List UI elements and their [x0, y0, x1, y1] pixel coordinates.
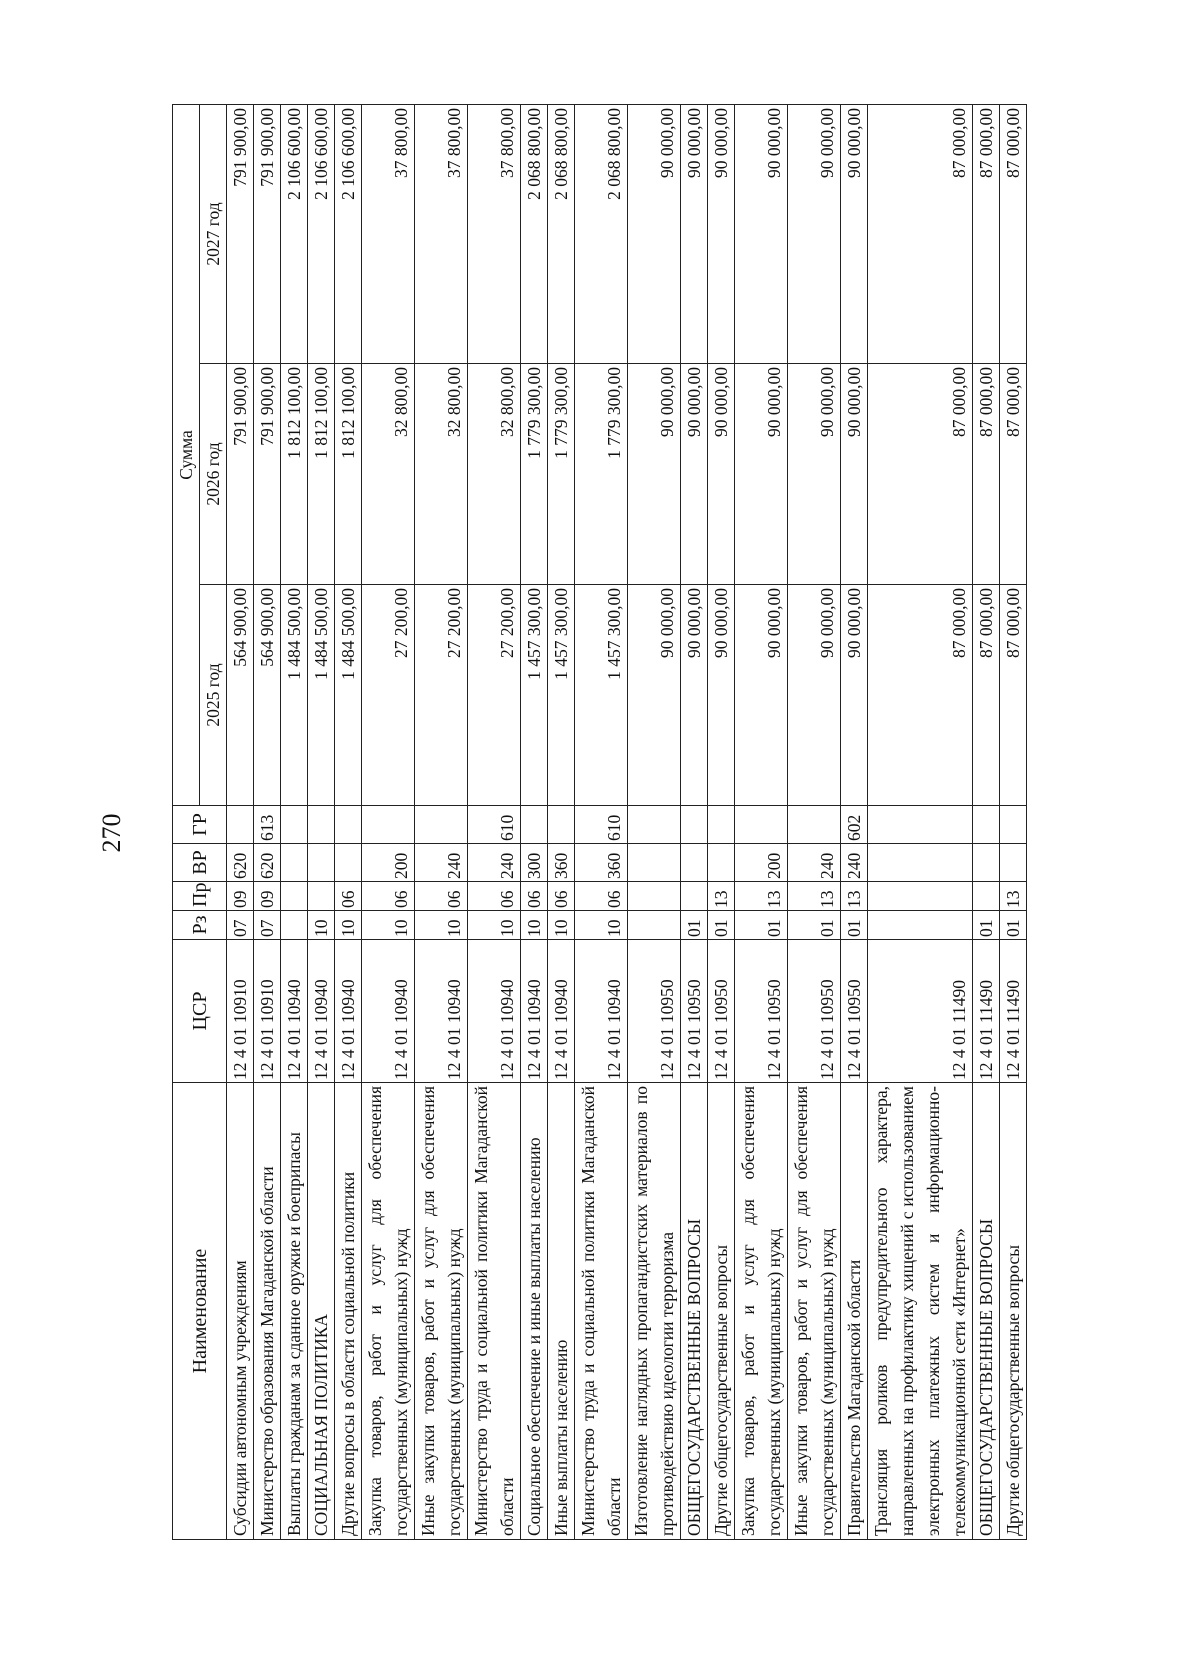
- row-gr: [708, 806, 735, 844]
- row-pr: [868, 882, 973, 911]
- row-csr: 12 4 01 10940: [281, 940, 308, 1083]
- row-2026: 1 812 100,00: [281, 364, 308, 585]
- row-csr: 12 4 01 10950: [681, 940, 708, 1083]
- row-2025: 564 900,00: [254, 585, 281, 806]
- row-rz: 07: [254, 911, 281, 940]
- row-pr: 06: [415, 882, 468, 911]
- row-name: Другие общегосударственные вопросы: [708, 1083, 735, 1540]
- row-name: Другие общегосударственные вопросы: [1000, 1083, 1027, 1540]
- row-2027: 90 000,00: [841, 104, 868, 363]
- row-pr: 13: [735, 882, 788, 911]
- row-name: ОБЩЕГОСУДАРСТВЕННЫЕ ВОПРОСЫ: [681, 1083, 708, 1540]
- row-csr: 12 4 01 10950: [735, 940, 788, 1083]
- row-2027: 87 000,00: [868, 104, 973, 363]
- row-csr: 12 4 01 10940: [468, 940, 521, 1083]
- row-2027: 90 000,00: [628, 104, 681, 363]
- row-pr: 06: [575, 882, 628, 911]
- row-2025: 1 457 300,00: [521, 585, 548, 806]
- row-name: Иные закупки товаров, работ и услуг для обеспечения государственных (муниципальных) нужд: [788, 1083, 841, 1540]
- row-vr: 200: [735, 844, 788, 882]
- row-2026: 32 800,00: [468, 364, 521, 585]
- row-pr: 13: [1000, 882, 1027, 911]
- row-2027: 37 800,00: [415, 104, 468, 363]
- table-row: [1000, 104, 1027, 1539]
- row-2027: 2 106 600,00: [335, 104, 362, 363]
- row-gr: [735, 806, 788, 844]
- row-vr: [681, 844, 708, 882]
- row-vr: 240: [468, 844, 521, 882]
- table-row: [254, 104, 281, 1539]
- row-pr: 06: [548, 882, 575, 911]
- table-row: [681, 104, 708, 1539]
- header-sum: Сумма: [173, 104, 200, 805]
- row-pr: 06: [468, 882, 521, 911]
- row-gr: [973, 806, 1000, 844]
- row-vr: [308, 844, 335, 882]
- row-name: Министерство образования Магаданской области: [254, 1083, 281, 1540]
- row-pr: 06: [521, 882, 548, 911]
- row-name: Трансляция роликов предупредительного характера, направленных на профилактику хищений с использованием электронных платежных систем и информационно-телекоммуникационной сети «Интернет»: [868, 1083, 973, 1540]
- row-gr: [868, 806, 973, 844]
- row-vr: [973, 844, 1000, 882]
- row-rz: 10: [335, 911, 362, 940]
- row-2025: 90 000,00: [708, 585, 735, 806]
- row-2027: 2 106 600,00: [281, 104, 308, 363]
- row-2027: 2 068 800,00: [521, 104, 548, 363]
- row-name: Министерство труда и социальной политики Магаданской области: [468, 1083, 521, 1540]
- header-pr: Пр: [173, 882, 227, 911]
- header-2025: 2025 год: [200, 585, 227, 806]
- row-gr: [308, 806, 335, 844]
- table-row: [468, 104, 521, 1539]
- row-csr: 12 4 01 10940: [362, 940, 415, 1083]
- row-csr: 12 4 01 10940: [415, 940, 468, 1083]
- row-2026: 87 000,00: [868, 364, 973, 585]
- row-rz: 10: [521, 911, 548, 940]
- row-gr: [362, 806, 415, 844]
- row-rz: 10: [308, 911, 335, 940]
- row-vr: 240: [788, 844, 841, 882]
- budget-table-rotated: [172, 105, 1087, 1540]
- row-name: Закупка товаров, работ и услуг для обеспечения государственных (муниципальных) нужд: [362, 1083, 415, 1540]
- row-pr: [681, 882, 708, 911]
- row-2025: 87 000,00: [868, 585, 973, 806]
- header-2027: 2027 год: [200, 104, 227, 363]
- row-pr: 06: [335, 882, 362, 911]
- row-gr: [281, 806, 308, 844]
- row-2025: 90 000,00: [735, 585, 788, 806]
- row-2027: 2 106 600,00: [308, 104, 335, 363]
- row-vr: 360: [548, 844, 575, 882]
- row-2025: 1 484 500,00: [335, 585, 362, 806]
- row-name: Социальное обеспечение и иные выплаты населению: [521, 1083, 548, 1540]
- row-2025: 27 200,00: [362, 585, 415, 806]
- row-2025: 1 484 500,00: [281, 585, 308, 806]
- row-rz: 10: [362, 911, 415, 940]
- row-vr: 300: [521, 844, 548, 882]
- row-2027: 87 000,00: [973, 104, 1000, 363]
- row-2026: 1 779 300,00: [548, 364, 575, 585]
- row-2027: 791 900,00: [254, 104, 281, 363]
- row-csr: 12 4 01 10950: [841, 940, 868, 1083]
- row-name: Закупка товаров, работ и услуг для обеспечения государственных (муниципальных) нужд: [735, 1083, 788, 1540]
- row-vr: 620: [227, 844, 254, 882]
- row-2026: 90 000,00: [735, 364, 788, 585]
- row-name: Субсидии автономным учреждениям: [227, 1083, 254, 1540]
- row-gr: [227, 806, 254, 844]
- row-2026: 32 800,00: [362, 364, 415, 585]
- table-row: [973, 104, 1000, 1539]
- row-vr: 620: [254, 844, 281, 882]
- page-number: 270: [97, 813, 126, 853]
- row-csr: 12 4 01 10940: [575, 940, 628, 1083]
- row-vr: 200: [362, 844, 415, 882]
- row-csr: 12 4 01 10950: [708, 940, 735, 1083]
- row-csr: 12 4 01 10950: [788, 940, 841, 1083]
- header-rz: Рз: [173, 911, 227, 940]
- row-gr: [788, 806, 841, 844]
- row-name: Иные выплаты населению: [548, 1083, 575, 1540]
- row-name: Выплаты гражданам за сданное оружие и боеприпасы: [281, 1083, 308, 1540]
- row-pr: 13: [788, 882, 841, 911]
- row-pr: [973, 882, 1000, 911]
- row-2026: 791 900,00: [254, 364, 281, 585]
- row-2027: 90 000,00: [708, 104, 735, 363]
- row-vr: [1000, 844, 1027, 882]
- row-gr: 610: [575, 806, 628, 844]
- row-2027: 90 000,00: [681, 104, 708, 363]
- row-rz: [628, 911, 681, 940]
- table-row: [735, 104, 788, 1539]
- row-2026: 87 000,00: [1000, 364, 1027, 585]
- row-pr: 13: [708, 882, 735, 911]
- row-2026: 1 812 100,00: [308, 364, 335, 585]
- row-vr: [335, 844, 362, 882]
- row-pr: [628, 882, 681, 911]
- table-row: [628, 104, 681, 1539]
- row-2026: 90 000,00: [841, 364, 868, 585]
- row-pr: 13: [841, 882, 868, 911]
- row-2025: 27 200,00: [468, 585, 521, 806]
- row-rz: [281, 911, 308, 940]
- table-row: [788, 104, 841, 1539]
- row-vr: [628, 844, 681, 882]
- header-2026: 2026 год: [200, 364, 227, 585]
- row-2027: 37 800,00: [468, 104, 521, 363]
- row-rz: [868, 911, 973, 940]
- row-2026: 1 779 300,00: [521, 364, 548, 585]
- header-name: Наименование: [173, 1083, 227, 1540]
- row-2027: 90 000,00: [735, 104, 788, 363]
- row-name: Изготовление наглядных пропагандистских материалов по противодействию идеологии терроризма: [628, 1083, 681, 1540]
- table-row: [868, 104, 973, 1539]
- row-2025: 90 000,00: [628, 585, 681, 806]
- row-name: СОЦИАЛЬНАЯ ПОЛИТИКА: [308, 1083, 335, 1540]
- row-rz: 01: [708, 911, 735, 940]
- table-row: [575, 104, 628, 1539]
- row-csr: 12 4 01 10950: [628, 940, 681, 1083]
- budget-table: [172, 104, 1027, 1540]
- row-gr: 602: [841, 806, 868, 844]
- row-pr: [281, 882, 308, 911]
- row-vr: [281, 844, 308, 882]
- row-2025: 1 457 300,00: [575, 585, 628, 806]
- row-2025: 1 484 500,00: [308, 585, 335, 806]
- row-gr: [548, 806, 575, 844]
- row-csr: 12 4 01 10940: [335, 940, 362, 1083]
- row-gr: 610: [468, 806, 521, 844]
- row-name: ОБЩЕГОСУДАРСТВЕННЫЕ ВОПРОСЫ: [973, 1083, 1000, 1540]
- row-name: Другие вопросы в области социальной политики: [335, 1083, 362, 1540]
- row-vr: 240: [415, 844, 468, 882]
- row-gr: [1000, 806, 1027, 844]
- row-2026: 90 000,00: [628, 364, 681, 585]
- row-rz: 07: [227, 911, 254, 940]
- row-2025: 87 000,00: [973, 585, 1000, 806]
- row-rz: 01: [1000, 911, 1027, 940]
- row-name: Министерство труда и социальной политики Магаданской области: [575, 1083, 628, 1540]
- row-2025: 90 000,00: [788, 585, 841, 806]
- row-2027: 90 000,00: [788, 104, 841, 363]
- row-pr: 06: [362, 882, 415, 911]
- row-vr: [708, 844, 735, 882]
- row-name: Правительство Магаданской области: [841, 1083, 868, 1540]
- header-gr: ГР: [173, 806, 227, 844]
- row-2027: 2 068 800,00: [548, 104, 575, 363]
- row-gr: [521, 806, 548, 844]
- row-pr: [308, 882, 335, 911]
- table-row: [841, 104, 868, 1539]
- row-gr: [681, 806, 708, 844]
- row-gr: [335, 806, 362, 844]
- row-2026: 32 800,00: [415, 364, 468, 585]
- row-rz: 01: [681, 911, 708, 940]
- table-row: [708, 104, 735, 1539]
- row-2025: 87 000,00: [1000, 585, 1027, 806]
- row-2025: 27 200,00: [415, 585, 468, 806]
- row-2026: 1 779 300,00: [575, 364, 628, 585]
- row-2027: 87 000,00: [1000, 104, 1027, 363]
- row-csr: 12 4 01 10940: [548, 940, 575, 1083]
- row-2025: 1 457 300,00: [548, 585, 575, 806]
- row-csr: 12 4 01 11490: [868, 940, 973, 1083]
- header-row-1: [173, 104, 200, 1539]
- row-2026: 791 900,00: [227, 364, 254, 585]
- row-csr: 12 4 01 10910: [254, 940, 281, 1083]
- row-2027: 791 900,00: [227, 104, 254, 363]
- table-row: [281, 104, 308, 1539]
- row-2026: 90 000,00: [788, 364, 841, 585]
- row-gr: [415, 806, 468, 844]
- row-rz: 01: [841, 911, 868, 940]
- row-csr: 12 4 01 10910: [227, 940, 254, 1083]
- row-2025: 564 900,00: [227, 585, 254, 806]
- row-vr: 240: [841, 844, 868, 882]
- table-row: [308, 104, 335, 1539]
- row-csr: 12 4 01 11490: [973, 940, 1000, 1083]
- row-2026: 90 000,00: [708, 364, 735, 585]
- row-name: Иные закупки товаров, работ и услуг для обеспечения государственных (муниципальных) нужд: [415, 1083, 468, 1540]
- row-pr: 09: [227, 882, 254, 911]
- row-2027: 37 800,00: [362, 104, 415, 363]
- row-rz: 10: [548, 911, 575, 940]
- table-row: [415, 104, 468, 1539]
- row-rz: 10: [575, 911, 628, 940]
- row-2026: 1 812 100,00: [335, 364, 362, 585]
- row-rz: 01: [735, 911, 788, 940]
- row-rz: 10: [415, 911, 468, 940]
- row-rz: 01: [973, 911, 1000, 940]
- header-csr: ЦСР: [173, 940, 227, 1083]
- row-gr: 613: [254, 806, 281, 844]
- row-csr: 12 4 01 10940: [521, 940, 548, 1083]
- header-vr: ВР: [173, 844, 227, 882]
- row-rz: 10: [468, 911, 521, 940]
- row-gr: [628, 806, 681, 844]
- row-vr: 360: [575, 844, 628, 882]
- row-csr: 12 4 01 11490: [1000, 940, 1027, 1083]
- row-vr: [868, 844, 973, 882]
- row-rz: 01: [788, 911, 841, 940]
- table-row: [362, 104, 415, 1539]
- row-2025: 90 000,00: [841, 585, 868, 806]
- row-pr: 09: [254, 882, 281, 911]
- row-2026: 87 000,00: [973, 364, 1000, 585]
- table-row: [335, 104, 362, 1539]
- table-row: [548, 104, 575, 1539]
- table-row: [227, 104, 254, 1539]
- row-2027: 2 068 800,00: [575, 104, 628, 363]
- row-2025: 90 000,00: [681, 585, 708, 806]
- row-2026: 90 000,00: [681, 364, 708, 585]
- table-row: [521, 104, 548, 1539]
- row-csr: 12 4 01 10940: [308, 940, 335, 1083]
